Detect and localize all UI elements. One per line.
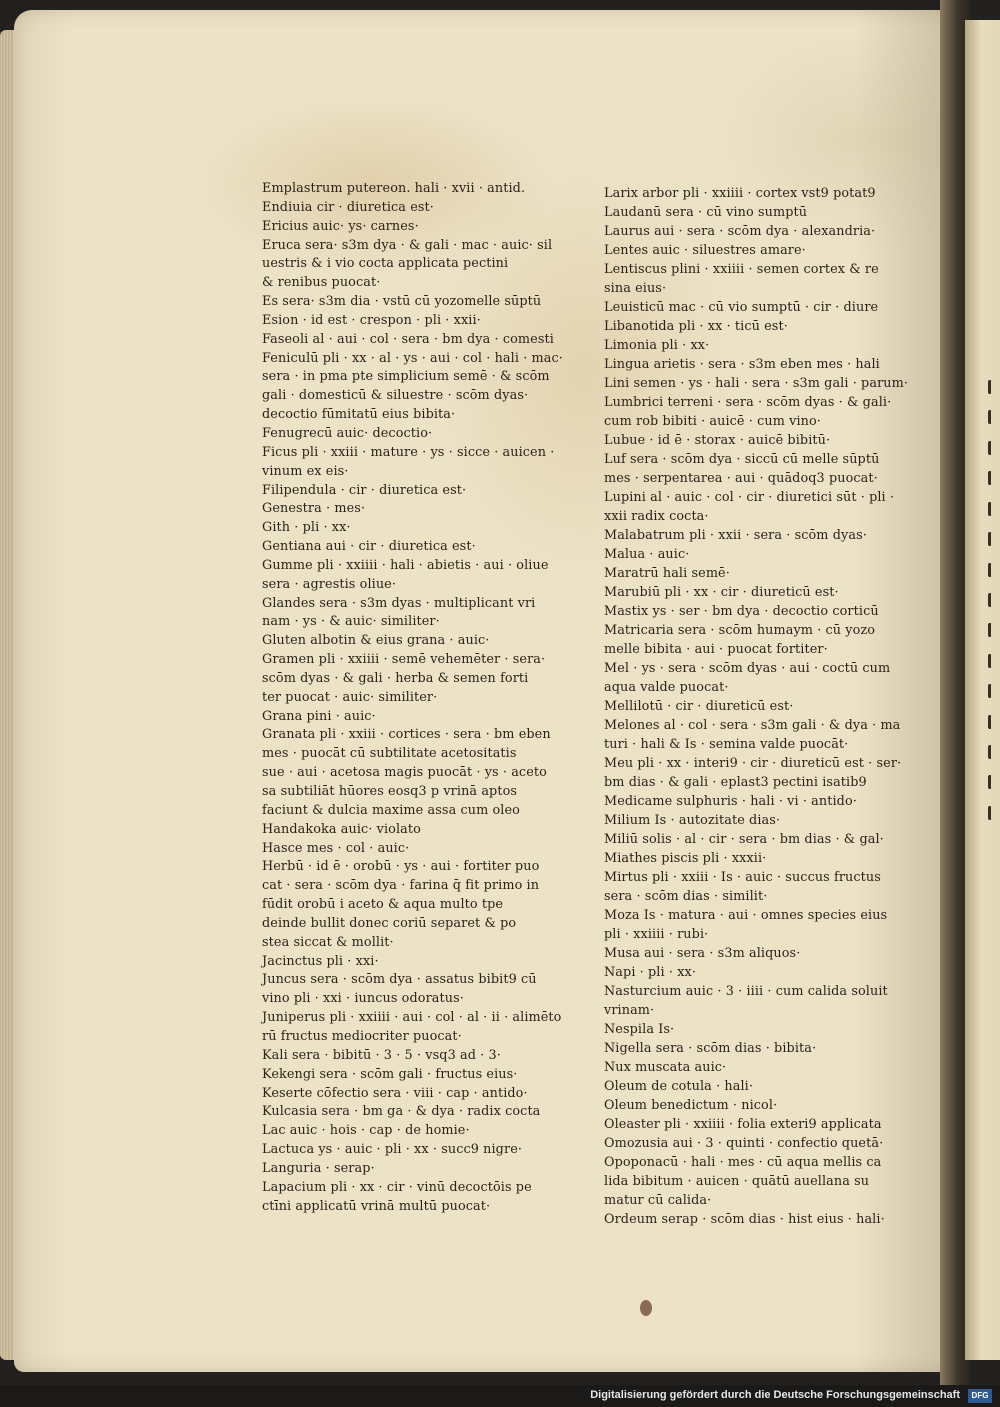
text-line: Eruca sera· s3m dya · & gali · mac · auic· sil bbox=[262, 237, 553, 253]
text-line: Granata pli · xxiii · cortices · sera · bm eben bbox=[262, 727, 551, 743]
text-line: uestris & i vio cocta applicata pectini bbox=[262, 256, 509, 272]
text-line: Omozusia aui · 3 · quinti · confectio quetā· bbox=[604, 1136, 884, 1151]
text-line: cum rob bibiti · auicē · cum vino· bbox=[604, 414, 821, 429]
text-line: Glandes sera · s3m dyas · multiplicant vri bbox=[262, 595, 536, 611]
text-line: Gentiana aui · cir · diuretica est· bbox=[262, 539, 476, 555]
text-line: Miliū solis · al · cir · sera · bm dias · & gal· bbox=[604, 832, 884, 847]
text-line: Faseoli al · aui · col · sera · bm dya · comesti bbox=[262, 331, 554, 347]
text-line: Lupini al · auic · col · cir · diuretici sūt · pli · bbox=[604, 490, 895, 505]
text-line: Lac auic · hois · cap · de homie· bbox=[262, 1123, 470, 1139]
text-line: scōm dyas · & gali · herba & semen forti bbox=[262, 670, 529, 686]
text-line: Meu pli · xx · interi9 · cir · diureticū est · ser· bbox=[604, 756, 902, 771]
text-line: Nespila Is· bbox=[604, 1022, 675, 1037]
text-line: Gumme pli · xxiiii · hali · abietis · aui · oliue bbox=[262, 557, 549, 573]
text-line: Gith · pli · xx· bbox=[262, 520, 351, 536]
text-line: Oleaster pli · xxiiii · folia exteri9 applicata bbox=[604, 1117, 882, 1132]
text-line: fūdit orobū i aceto & aqua multo tpe bbox=[262, 897, 504, 913]
text-line: mes · serpentarea · aui · quādoq3 puocat· bbox=[604, 471, 878, 486]
text-line: Lumbrici terreni · sera · scōm dyas · & gali· bbox=[604, 395, 892, 410]
text-line: Medicame sulphuris · hali · vi · antido· bbox=[604, 794, 857, 809]
text-line: Mirtus pli · xxiii · Is · auic · succus fructus bbox=[604, 870, 881, 885]
text-line: Feniculū pli · xx · al · ys · aui · col · hali · mac· bbox=[262, 350, 563, 366]
text-line: Ordeum serap · scōm dias · hist eius · hali· bbox=[604, 1212, 885, 1227]
text-column-left bbox=[262, 180, 563, 1216]
text-line: Luf sera · scōm dya · siccū cū melle sūptū bbox=[604, 452, 880, 467]
text-line: Nasturcium auic · 3 · iiii · cum calida soluit bbox=[604, 984, 888, 999]
text-line: Endiuia cir · diuretica est· bbox=[262, 199, 434, 215]
text-line: Napi · pli · xx· bbox=[604, 965, 696, 980]
text-line: Lapacium pli · xx · cir · vinū decoctōis pe bbox=[262, 1179, 532, 1195]
text-line: Malabatrum pli · xxii · sera · scōm dyas· bbox=[604, 528, 867, 543]
text-line: Lentes auic · siluestres amare· bbox=[604, 243, 806, 258]
text-line: Keserte cōfectio sera · viii · cap · antido· bbox=[262, 1085, 528, 1101]
text-line: Lini semen · ys · hali · sera · s3m gali · parum· bbox=[604, 376, 909, 391]
text-line: bm dias · & gali · eplast3 pectini isatib9 bbox=[604, 775, 867, 790]
text-line: faciunt & dulcia maxime assa cum oleo bbox=[262, 802, 520, 818]
text-line: Opoponacū · hali · mes · cū aqua mellis ca bbox=[604, 1155, 882, 1170]
text-line: Limonia pli · xx· bbox=[604, 338, 710, 353]
text-line: matur cū calida· bbox=[604, 1193, 712, 1208]
text-line: Jacinctus pli · xxi· bbox=[262, 953, 379, 969]
text-line: Nux muscata auic· bbox=[604, 1060, 727, 1075]
text-line: Mastix ys · ser · bm dya · decoctio corticū bbox=[604, 604, 879, 619]
text-line: Grana pini · auic· bbox=[262, 708, 376, 724]
text-line: Lentiscus plini · xxiiii · semen cortex & re bbox=[604, 262, 879, 277]
text-line: Nigella sera · scōm dias · bibita· bbox=[604, 1041, 817, 1056]
text-line: Juniperus pli · xxiiii · aui · col · al · ii · alimēto bbox=[262, 1010, 562, 1026]
text-line: decoctio fūmitatū eius bibita· bbox=[262, 407, 456, 423]
text-line: Leuisticū mac · cū vio sumptū · cir · diure bbox=[604, 300, 879, 315]
text-line: nam · ys · & auic· similiter· bbox=[262, 614, 440, 630]
text-line: Lingua arietis · sera · s3m eben mes · hali bbox=[604, 357, 880, 372]
text-line: Malua · auic· bbox=[604, 547, 690, 562]
text-line: sera · in pma pte simplicium semē · & scōm bbox=[262, 369, 550, 385]
text-column-right bbox=[604, 184, 908, 1229]
text-line: lida bibitum · auicen · quātū auellana su bbox=[604, 1174, 870, 1189]
text-line: Handakoka auic· violato bbox=[262, 821, 421, 837]
text-line: gali · domesticū & siluestre · scōm dyas· bbox=[262, 388, 529, 404]
text-line: aqua valde puocat· bbox=[604, 680, 729, 695]
text-line: Kali sera · bibitū · 3 · 5 · vsq3 ad · 3· bbox=[262, 1047, 501, 1063]
text-line: Esion · id est · crespon · pli · xxii· bbox=[262, 312, 481, 328]
text-line: Herbū · id ē · orobū · ys · aui · fortiter puo bbox=[262, 859, 540, 875]
text-line: melle bibita · aui · puocat fortiter· bbox=[604, 642, 828, 657]
text-line: & renibus puocat· bbox=[262, 275, 381, 291]
text-line: Kekengi sera · scōm gali · fructus eius· bbox=[262, 1066, 518, 1082]
text-line: Libanotida pli · xx · ticū est· bbox=[604, 319, 788, 334]
text-line: Emplastrum putereon. hali · xvii · antid. bbox=[262, 181, 526, 196]
ink-stain bbox=[640, 1300, 652, 1316]
dfg-logo: DFG bbox=[968, 1389, 992, 1403]
text-line: Laurus aui · sera · scōm dya · alexandria· bbox=[604, 224, 876, 239]
text-line: Laudanū sera · cū vino sumptū bbox=[604, 205, 808, 220]
text-line: Maratrū hali semē· bbox=[604, 566, 730, 581]
text-line: Lactuca ys · auic · pli · xx · succ9 nigre· bbox=[262, 1142, 523, 1158]
text-line: xxii radix cocta· bbox=[604, 509, 709, 524]
text-line: Gramen pli · xxiiii · semē vehemēter · sera· bbox=[262, 652, 546, 668]
text-line: stea siccat & mollit· bbox=[262, 934, 394, 950]
text-line: Fenugrecū auic· decoctio· bbox=[262, 425, 433, 441]
text-line: Marubiū pli · xx · cir · diureticū est· bbox=[604, 585, 839, 600]
text-line: Moza Is · matura · aui · omnes species eius bbox=[604, 908, 888, 923]
text-line: vinum ex eis· bbox=[262, 463, 349, 479]
text-line: Mel · ys · sera · scōm dyas · aui · coctū cum bbox=[604, 661, 891, 676]
text-line: sera · scōm dias · similit· bbox=[604, 889, 768, 904]
text-line: Hasce mes · col · auic· bbox=[262, 840, 410, 856]
facing-page-marks bbox=[988, 380, 1000, 820]
text-line: Oleum de cotula · hali· bbox=[604, 1079, 754, 1094]
text-line: sera · agrestis oliue· bbox=[262, 576, 397, 592]
text-line: cat · sera · scōm dya · farina q̄ fit primo in bbox=[262, 878, 540, 894]
text-line: sa subtiliāt hūores eosq3 p vrinā aptos bbox=[262, 784, 518, 799]
text-line: vrinam· bbox=[604, 1003, 655, 1018]
text-line: Languria · serap· bbox=[262, 1160, 375, 1176]
funding-credit: Digitalisierung gefördert durch die Deutsche Forschungsgemeinschaft bbox=[590, 1389, 960, 1401]
text-line: Kulcasia sera · bm ga · & dya · radix cocta bbox=[262, 1104, 541, 1120]
text-line: rū fructus mediocriter puocat· bbox=[262, 1028, 462, 1044]
text-line: Milium Is · autozitate dias· bbox=[604, 813, 781, 828]
text-line: Ficus pli · xxiii · mature · ys · sicce · auicen · bbox=[262, 444, 555, 460]
text-line: turi · hali & Is · semina valde puocāt· bbox=[604, 737, 849, 752]
text-line: ter puocat · auic· similiter· bbox=[262, 689, 438, 705]
text-line: Miathes piscis pli · xxxii· bbox=[604, 851, 767, 866]
text-line: Melones al · col · sera · s3m gali · & dya · ma bbox=[604, 718, 901, 733]
text-line: Matricaria sera · scōm humaym · cū yozo bbox=[604, 623, 876, 638]
text-line: Mellilotū · cir · diureticū est· bbox=[604, 699, 794, 714]
text-line: deinde bullit donec coriū separet & po bbox=[262, 915, 517, 931]
text-line: sina eius· bbox=[604, 281, 667, 296]
text-line: vino pli · xxi · iuncus odoratus· bbox=[262, 991, 464, 1007]
text-line: Gluten albotin & eius grana · auic· bbox=[262, 633, 490, 649]
text-line: Juncus sera · scōm dya · assatus bibit9 cū bbox=[262, 972, 537, 988]
footer-bar bbox=[0, 1385, 1000, 1407]
text-line: mes · puocāt cū subtilitate acetositatis bbox=[262, 746, 517, 762]
text-line: Larix arbor pli · xxiiii · cortex vst9 potat9 bbox=[604, 186, 876, 201]
text-line: Filipendula · cir · diuretica est· bbox=[262, 482, 467, 498]
text-line: Genestra · mes· bbox=[262, 501, 366, 517]
text-line: Oleum benedictum · nicol· bbox=[604, 1098, 778, 1113]
text-line: pli · xxiiii · rubi· bbox=[604, 927, 709, 942]
text-line: sue · aui · acetosa magis puocāt · ys · aceto bbox=[262, 765, 547, 781]
text-line: Ericius auic· ys· carnes· bbox=[262, 218, 419, 234]
text-line: Es sera· s3m dia · vstū cū yozomelle sūptū bbox=[262, 294, 542, 310]
text-line: Lubue · id ē · storax · auicē bibitū· bbox=[604, 433, 831, 448]
text-line: ctīni applicatū vrinā multū puocat· bbox=[262, 1198, 491, 1214]
text-line: Musa aui · sera · s3m aliquos· bbox=[604, 946, 801, 961]
